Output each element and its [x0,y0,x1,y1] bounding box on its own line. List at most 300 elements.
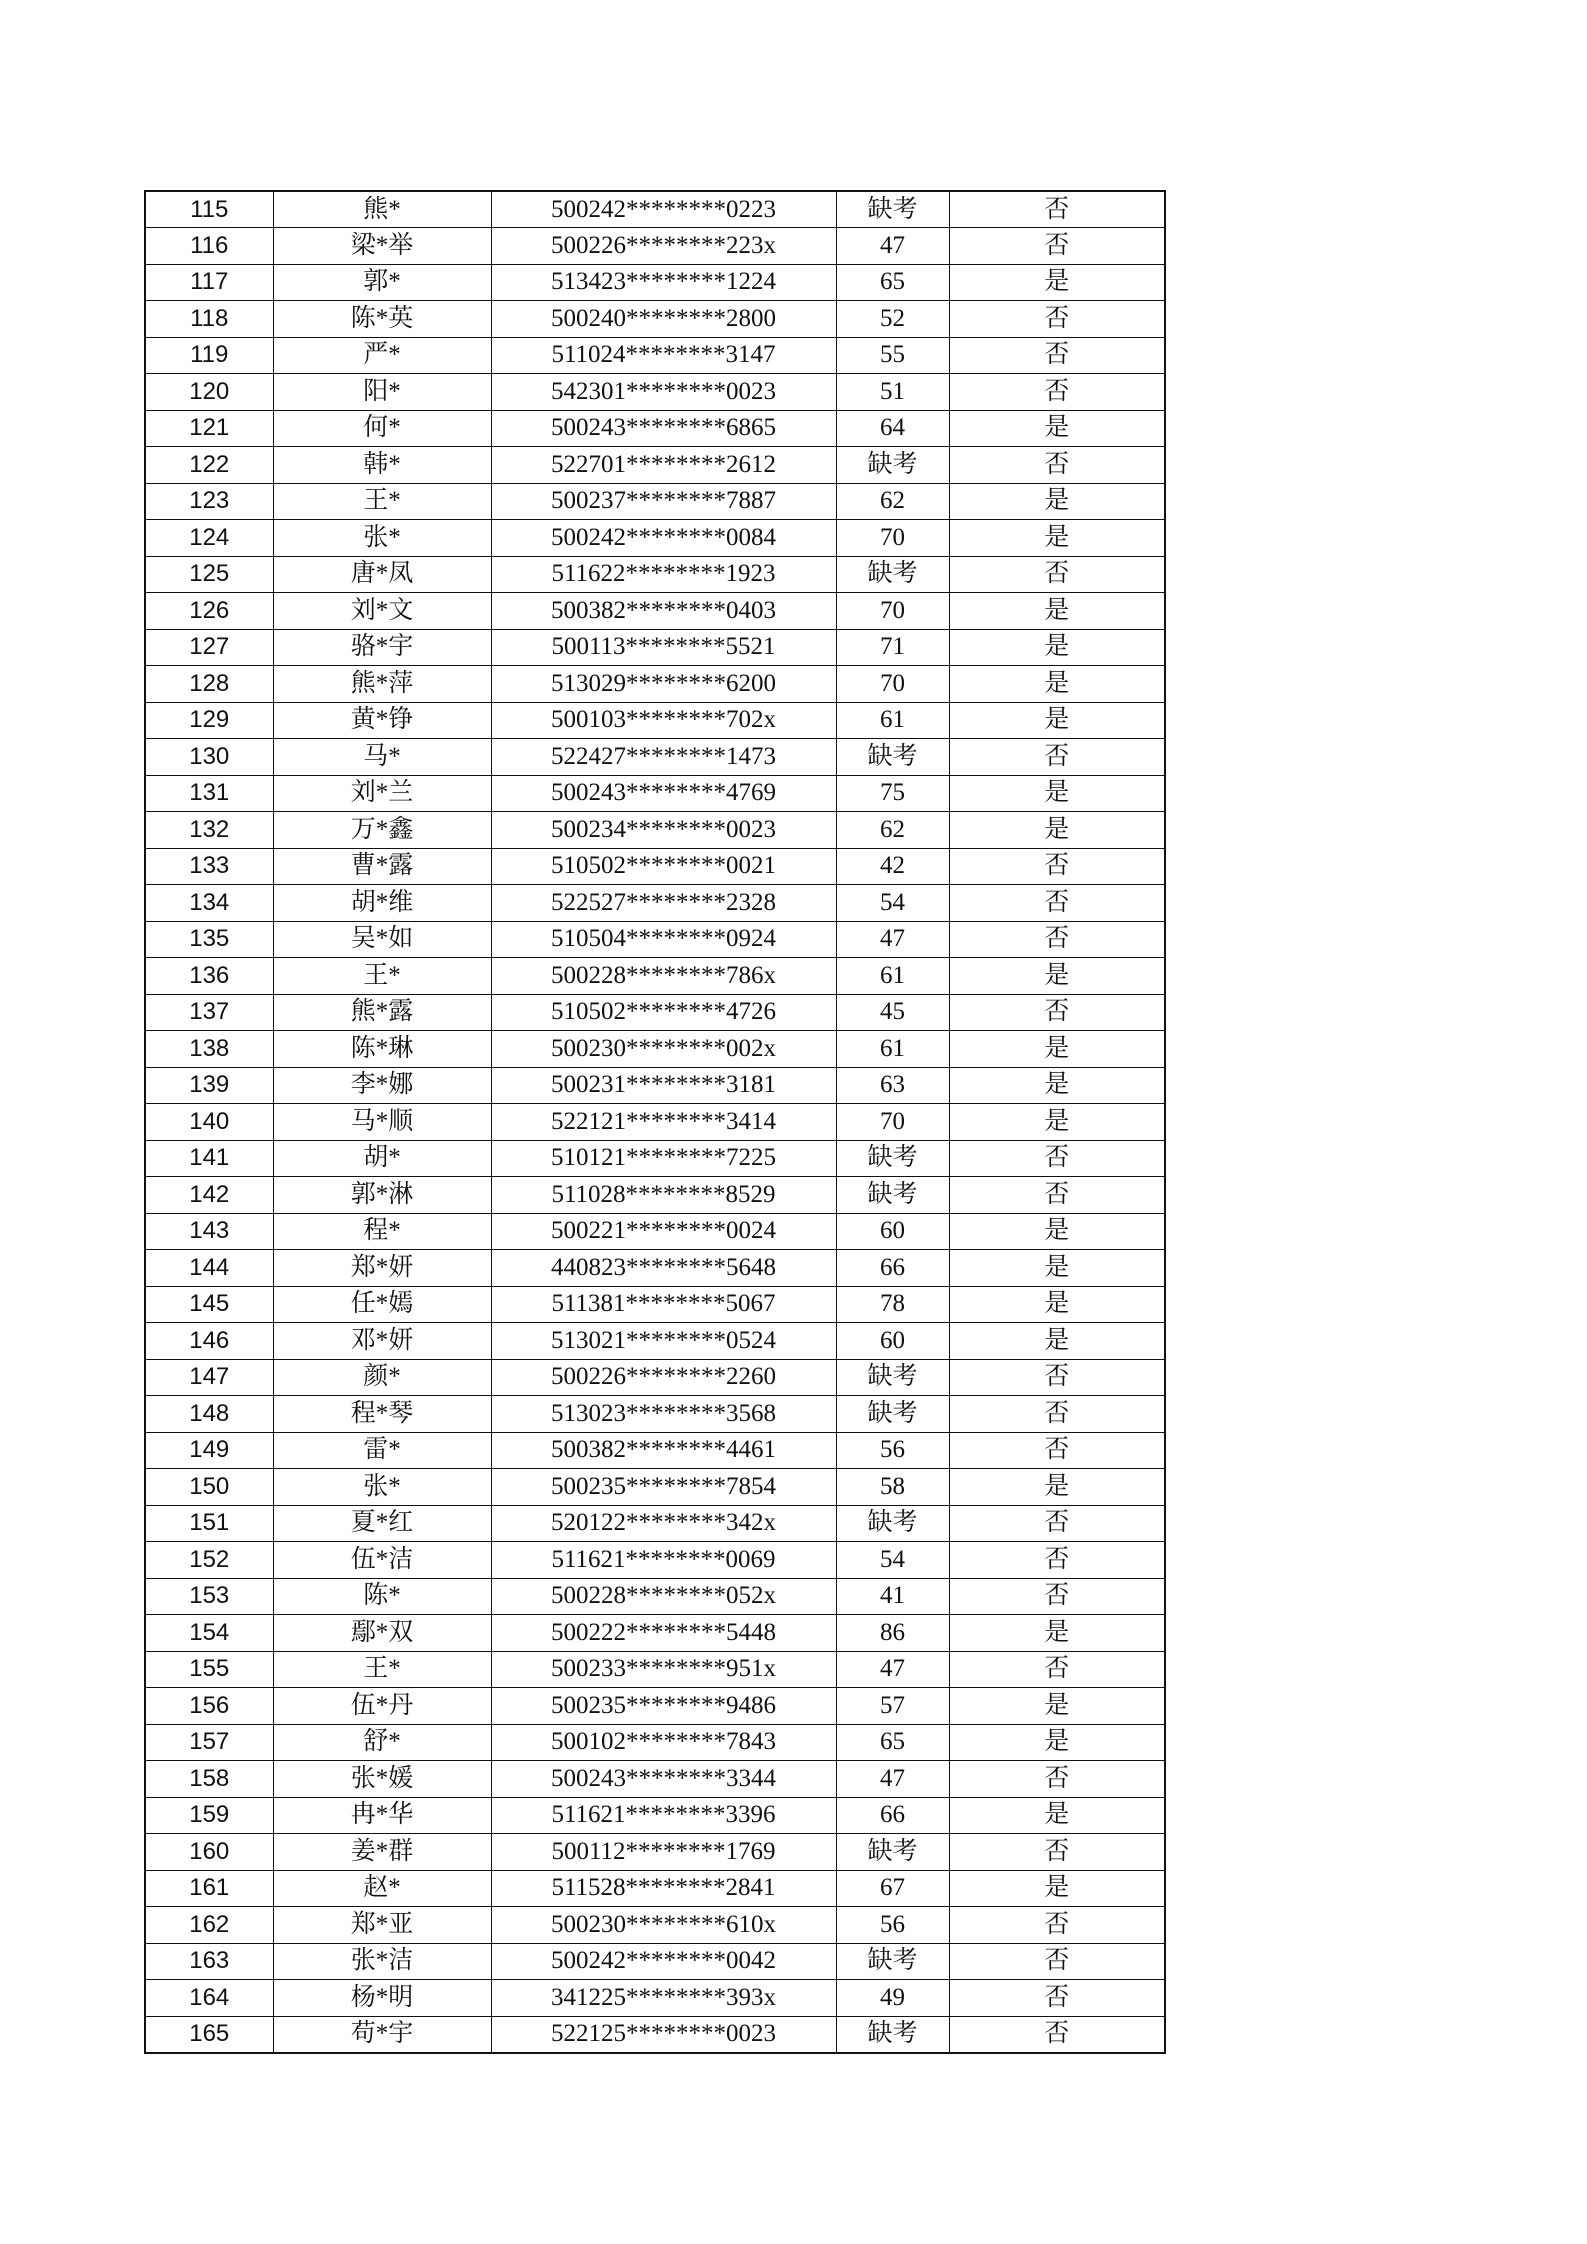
id-number-cell: 520122********342x [491,1505,836,1542]
row-number-cell: 138 [145,1031,273,1068]
results-table-body [145,191,1165,2053]
id-number-cell: 500102********7843 [491,1724,836,1761]
qualified-cell: 是 [949,1797,1165,1834]
results-table [144,190,1166,2054]
id-number-cell: 522125********0023 [491,2016,836,2053]
name-cell: 曹*露 [273,848,491,885]
id-number-cell: 513029********6200 [491,666,836,703]
row-number-cell: 124 [145,520,273,557]
name-cell: 陈*琳 [273,1031,491,1068]
table-row [145,702,1165,739]
id-number-cell: 500242********0223 [491,191,836,228]
row-number-cell: 123 [145,483,273,520]
id-number-cell: 522701********2612 [491,447,836,484]
name-cell: 万*鑫 [273,812,491,849]
id-number-cell: 510502********4726 [491,994,836,1031]
table-row [145,593,1165,630]
name-cell: 夏*红 [273,1505,491,1542]
score-cell: 缺考 [836,1177,949,1214]
name-cell: 郭*淋 [273,1177,491,1214]
row-number-cell: 120 [145,374,273,411]
score-cell: 61 [836,958,949,995]
name-cell: 马*顺 [273,1104,491,1141]
table-row [145,1797,1165,1834]
row-number-cell: 157 [145,1724,273,1761]
name-cell: 阳* [273,374,491,411]
score-cell: 71 [836,629,949,666]
score-cell: 缺考 [836,1140,949,1177]
row-number-cell: 127 [145,629,273,666]
table-row [145,1396,1165,1433]
name-cell: 张* [273,520,491,557]
row-number-cell: 118 [145,301,273,338]
table-row [145,228,1165,265]
score-cell: 缺考 [836,556,949,593]
name-cell: 程*琴 [273,1396,491,1433]
qualified-cell: 否 [949,921,1165,958]
qualified-cell: 否 [949,994,1165,1031]
qualified-cell: 否 [949,556,1165,593]
score-cell: 78 [836,1286,949,1323]
table-row [145,1651,1165,1688]
id-number-cell: 500228********052x [491,1578,836,1615]
id-number-cell: 513021********0524 [491,1323,836,1360]
name-cell: 韩* [273,447,491,484]
table-row [145,556,1165,593]
score-cell: 54 [836,885,949,922]
table-row [145,1724,1165,1761]
qualified-cell: 是 [949,775,1165,812]
score-cell: 62 [836,483,949,520]
id-number-cell: 511621********3396 [491,1797,836,1834]
score-cell: 缺考 [836,739,949,776]
table-row [145,994,1165,1031]
table-row [145,1505,1165,1542]
score-cell: 66 [836,1797,949,1834]
qualified-cell: 否 [949,1432,1165,1469]
qualified-cell: 是 [949,1250,1165,1287]
table-row [145,1104,1165,1141]
qualified-cell: 是 [949,264,1165,301]
table-row [145,2016,1165,2053]
score-cell: 42 [836,848,949,885]
name-cell: 苟*宇 [273,2016,491,2053]
qualified-cell: 是 [949,1870,1165,1907]
qualified-cell: 是 [949,1213,1165,1250]
name-cell: 郑*妍 [273,1250,491,1287]
score-cell: 63 [836,1067,949,1104]
row-number-cell: 128 [145,666,273,703]
table-row [145,1943,1165,1980]
name-cell: 赵* [273,1870,491,1907]
id-number-cell: 500230********002x [491,1031,836,1068]
row-number-cell: 136 [145,958,273,995]
score-cell: 66 [836,1250,949,1287]
qualified-cell: 是 [949,1067,1165,1104]
name-cell: 雷* [273,1432,491,1469]
qualified-cell: 是 [949,702,1165,739]
row-number-cell: 117 [145,264,273,301]
table-row [145,264,1165,301]
id-number-cell: 511621********0069 [491,1542,836,1579]
id-number-cell: 341225********393x [491,1980,836,2017]
id-number-cell: 522427********1473 [491,739,836,776]
table-row [145,1323,1165,1360]
table-row [145,1140,1165,1177]
row-number-cell: 121 [145,410,273,447]
id-number-cell: 500243********6865 [491,410,836,447]
table-row [145,1761,1165,1798]
table-row [145,666,1165,703]
id-number-cell: 510502********0021 [491,848,836,885]
name-cell: 刘*兰 [273,775,491,812]
qualified-cell: 是 [949,1104,1165,1141]
row-number-cell: 164 [145,1980,273,2017]
row-number-cell: 154 [145,1615,273,1652]
name-cell: 骆*宇 [273,629,491,666]
id-number-cell: 511028********8529 [491,1177,836,1214]
score-cell: 47 [836,1761,949,1798]
score-cell: 缺考 [836,191,949,228]
id-number-cell: 511528********2841 [491,1870,836,1907]
row-number-cell: 137 [145,994,273,1031]
qualified-cell: 否 [949,1505,1165,1542]
qualified-cell: 否 [949,228,1165,265]
id-number-cell: 500235********7854 [491,1469,836,1506]
name-cell: 陈* [273,1578,491,1615]
id-number-cell: 500222********5448 [491,1615,836,1652]
id-number-cell: 500243********4769 [491,775,836,812]
score-cell: 54 [836,1542,949,1579]
row-number-cell: 116 [145,228,273,265]
score-cell: 55 [836,337,949,374]
id-number-cell: 500240********2800 [491,301,836,338]
table-row [145,739,1165,776]
table-row [145,191,1165,228]
score-cell: 缺考 [836,1396,949,1433]
qualified-cell: 是 [949,410,1165,447]
name-cell: 陈*英 [273,301,491,338]
qualified-cell: 否 [949,1834,1165,1871]
name-cell: 王* [273,958,491,995]
table-row [145,337,1165,374]
score-cell: 67 [836,1870,949,1907]
table-row [145,885,1165,922]
name-cell: 程* [273,1213,491,1250]
row-number-cell: 133 [145,848,273,885]
row-number-cell: 156 [145,1688,273,1725]
id-number-cell: 511024********3147 [491,337,836,374]
name-cell: 熊* [273,191,491,228]
name-cell: 张* [273,1469,491,1506]
id-number-cell: 500221********0024 [491,1213,836,1250]
table-row [145,1688,1165,1725]
table-row [145,921,1165,958]
table-row [145,1542,1165,1579]
qualified-cell: 是 [949,1323,1165,1360]
table-row [145,483,1165,520]
table-row [145,775,1165,812]
name-cell: 黄*铮 [273,702,491,739]
qualified-cell: 否 [949,1761,1165,1798]
row-number-cell: 131 [145,775,273,812]
qualified-cell: 是 [949,812,1165,849]
score-cell: 缺考 [836,2016,949,2053]
score-cell: 65 [836,1724,949,1761]
table-row [145,1250,1165,1287]
qualified-cell: 是 [949,593,1165,630]
name-cell: 吴*如 [273,921,491,958]
name-cell: 伍*洁 [273,1542,491,1579]
table-row [145,374,1165,411]
table-row [145,520,1165,557]
qualified-cell: 否 [949,191,1165,228]
name-cell: 唐*凤 [273,556,491,593]
name-cell: 李*娜 [273,1067,491,1104]
name-cell: 胡* [273,1140,491,1177]
table-row [145,812,1165,849]
row-number-cell: 142 [145,1177,273,1214]
row-number-cell: 119 [145,337,273,374]
name-cell: 郭* [273,264,491,301]
qualified-cell: 否 [949,848,1165,885]
table-row [145,1031,1165,1068]
qualified-cell: 否 [949,1177,1165,1214]
id-number-cell: 522121********3414 [491,1104,836,1141]
score-cell: 49 [836,1980,949,2017]
table-row [145,1432,1165,1469]
row-number-cell: 143 [145,1213,273,1250]
row-number-cell: 139 [145,1067,273,1104]
score-cell: 61 [836,1031,949,1068]
table-row [145,1907,1165,1944]
row-number-cell: 165 [145,2016,273,2053]
name-cell: 何* [273,410,491,447]
qualified-cell: 否 [949,739,1165,776]
name-cell: 熊*萍 [273,666,491,703]
id-number-cell: 510121********7225 [491,1140,836,1177]
row-number-cell: 134 [145,885,273,922]
score-cell: 56 [836,1907,949,1944]
row-number-cell: 155 [145,1651,273,1688]
name-cell: 舒* [273,1724,491,1761]
score-cell: 86 [836,1615,949,1652]
table-row [145,447,1165,484]
id-number-cell: 500226********223x [491,228,836,265]
id-number-cell: 500226********2260 [491,1359,836,1396]
row-number-cell: 130 [145,739,273,776]
row-number-cell: 122 [145,447,273,484]
score-cell: 56 [836,1432,949,1469]
row-number-cell: 153 [145,1578,273,1615]
table-row [145,1359,1165,1396]
id-number-cell: 500230********610x [491,1907,836,1944]
row-number-cell: 146 [145,1323,273,1360]
score-cell: 70 [836,593,949,630]
qualified-cell: 否 [949,1542,1165,1579]
id-number-cell: 440823********5648 [491,1250,836,1287]
id-number-cell: 500242********0084 [491,520,836,557]
qualified-cell: 否 [949,337,1165,374]
qualified-cell: 是 [949,520,1165,557]
row-number-cell: 158 [145,1761,273,1798]
qualified-cell: 否 [949,447,1165,484]
row-number-cell: 129 [145,702,273,739]
qualified-cell: 是 [949,1615,1165,1652]
qualified-cell: 否 [949,1943,1165,1980]
name-cell: 马* [273,739,491,776]
id-number-cell: 500233********951x [491,1651,836,1688]
id-number-cell: 500231********3181 [491,1067,836,1104]
row-number-cell: 151 [145,1505,273,1542]
row-number-cell: 160 [145,1834,273,1871]
id-number-cell: 500234********0023 [491,812,836,849]
score-cell: 60 [836,1213,949,1250]
id-number-cell: 500382********4461 [491,1432,836,1469]
score-cell: 缺考 [836,1505,949,1542]
score-cell: 57 [836,1688,949,1725]
qualified-cell: 是 [949,666,1165,703]
id-number-cell: 511622********1923 [491,556,836,593]
score-cell: 47 [836,921,949,958]
id-number-cell: 513023********3568 [491,1396,836,1433]
qualified-cell: 是 [949,483,1165,520]
name-cell: 冉*华 [273,1797,491,1834]
table-row [145,410,1165,447]
qualified-cell: 否 [949,1359,1165,1396]
row-number-cell: 148 [145,1396,273,1433]
id-number-cell: 511381********5067 [491,1286,836,1323]
qualified-cell: 是 [949,629,1165,666]
score-cell: 45 [836,994,949,1031]
qualified-cell: 否 [949,885,1165,922]
id-number-cell: 500382********0403 [491,593,836,630]
table-row [145,958,1165,995]
table-row [145,1469,1165,1506]
id-number-cell: 500235********9486 [491,1688,836,1725]
score-cell: 52 [836,301,949,338]
id-number-cell: 500228********786x [491,958,836,995]
row-number-cell: 126 [145,593,273,630]
score-cell: 60 [836,1323,949,1360]
qualified-cell: 否 [949,1140,1165,1177]
table-row [145,1067,1165,1104]
table-row [145,1870,1165,1907]
id-number-cell: 510504********0924 [491,921,836,958]
row-number-cell: 163 [145,1943,273,1980]
row-number-cell: 162 [145,1907,273,1944]
qualified-cell: 否 [949,374,1165,411]
score-cell: 缺考 [836,1834,949,1871]
id-number-cell: 500103********702x [491,702,836,739]
name-cell: 任*嫣 [273,1286,491,1323]
table-row [145,1578,1165,1615]
score-cell: 64 [836,410,949,447]
qualified-cell: 是 [949,1724,1165,1761]
score-cell: 41 [836,1578,949,1615]
score-cell: 58 [836,1469,949,1506]
qualified-cell: 否 [949,1578,1165,1615]
row-number-cell: 141 [145,1140,273,1177]
table-row [145,1834,1165,1871]
table-row [145,629,1165,666]
name-cell: 刘*文 [273,593,491,630]
row-number-cell: 135 [145,921,273,958]
id-number-cell: 513423********1224 [491,264,836,301]
qualified-cell: 是 [949,1688,1165,1725]
table-row [145,848,1165,885]
table-row [145,1177,1165,1214]
name-cell: 颜* [273,1359,491,1396]
row-number-cell: 145 [145,1286,273,1323]
score-cell: 70 [836,666,949,703]
row-number-cell: 152 [145,1542,273,1579]
id-number-cell: 542301********0023 [491,374,836,411]
name-cell: 严* [273,337,491,374]
score-cell: 缺考 [836,1943,949,1980]
score-cell: 缺考 [836,1359,949,1396]
name-cell: 邓*妍 [273,1323,491,1360]
row-number-cell: 144 [145,1250,273,1287]
qualified-cell: 否 [949,1396,1165,1433]
id-number-cell: 522527********2328 [491,885,836,922]
score-cell: 65 [836,264,949,301]
row-number-cell: 147 [145,1359,273,1396]
qualified-cell: 是 [949,1469,1165,1506]
name-cell: 姜*群 [273,1834,491,1871]
qualified-cell: 否 [949,1907,1165,1944]
score-cell: 47 [836,1651,949,1688]
row-number-cell: 125 [145,556,273,593]
qualified-cell: 否 [949,1980,1165,2017]
score-cell: 75 [836,775,949,812]
score-cell: 62 [836,812,949,849]
table-row [145,1980,1165,2017]
name-cell: 张*媛 [273,1761,491,1798]
qualified-cell: 否 [949,301,1165,338]
name-cell: 杨*明 [273,1980,491,2017]
row-number-cell: 161 [145,1870,273,1907]
table-row [145,1286,1165,1323]
id-number-cell: 500243********3344 [491,1761,836,1798]
score-cell: 61 [836,702,949,739]
id-number-cell: 500112********1769 [491,1834,836,1871]
score-cell: 51 [836,374,949,411]
name-cell: 梁*举 [273,228,491,265]
table-row [145,1213,1165,1250]
name-cell: 王* [273,1651,491,1688]
id-number-cell: 500242********0042 [491,1943,836,1980]
row-number-cell: 115 [145,191,273,228]
name-cell: 胡*维 [273,885,491,922]
row-number-cell: 132 [145,812,273,849]
id-number-cell: 500237********7887 [491,483,836,520]
qualified-cell: 是 [949,958,1165,995]
name-cell: 伍*丹 [273,1688,491,1725]
table-row [145,1615,1165,1652]
score-cell: 47 [836,228,949,265]
score-cell: 缺考 [836,447,949,484]
name-cell: 张*洁 [273,1943,491,1980]
name-cell: 鄢*双 [273,1615,491,1652]
qualified-cell: 是 [949,1031,1165,1068]
row-number-cell: 150 [145,1469,273,1506]
table-row [145,301,1165,338]
id-number-cell: 500113********5521 [491,629,836,666]
name-cell: 熊*露 [273,994,491,1031]
row-number-cell: 159 [145,1797,273,1834]
score-cell: 70 [836,520,949,557]
